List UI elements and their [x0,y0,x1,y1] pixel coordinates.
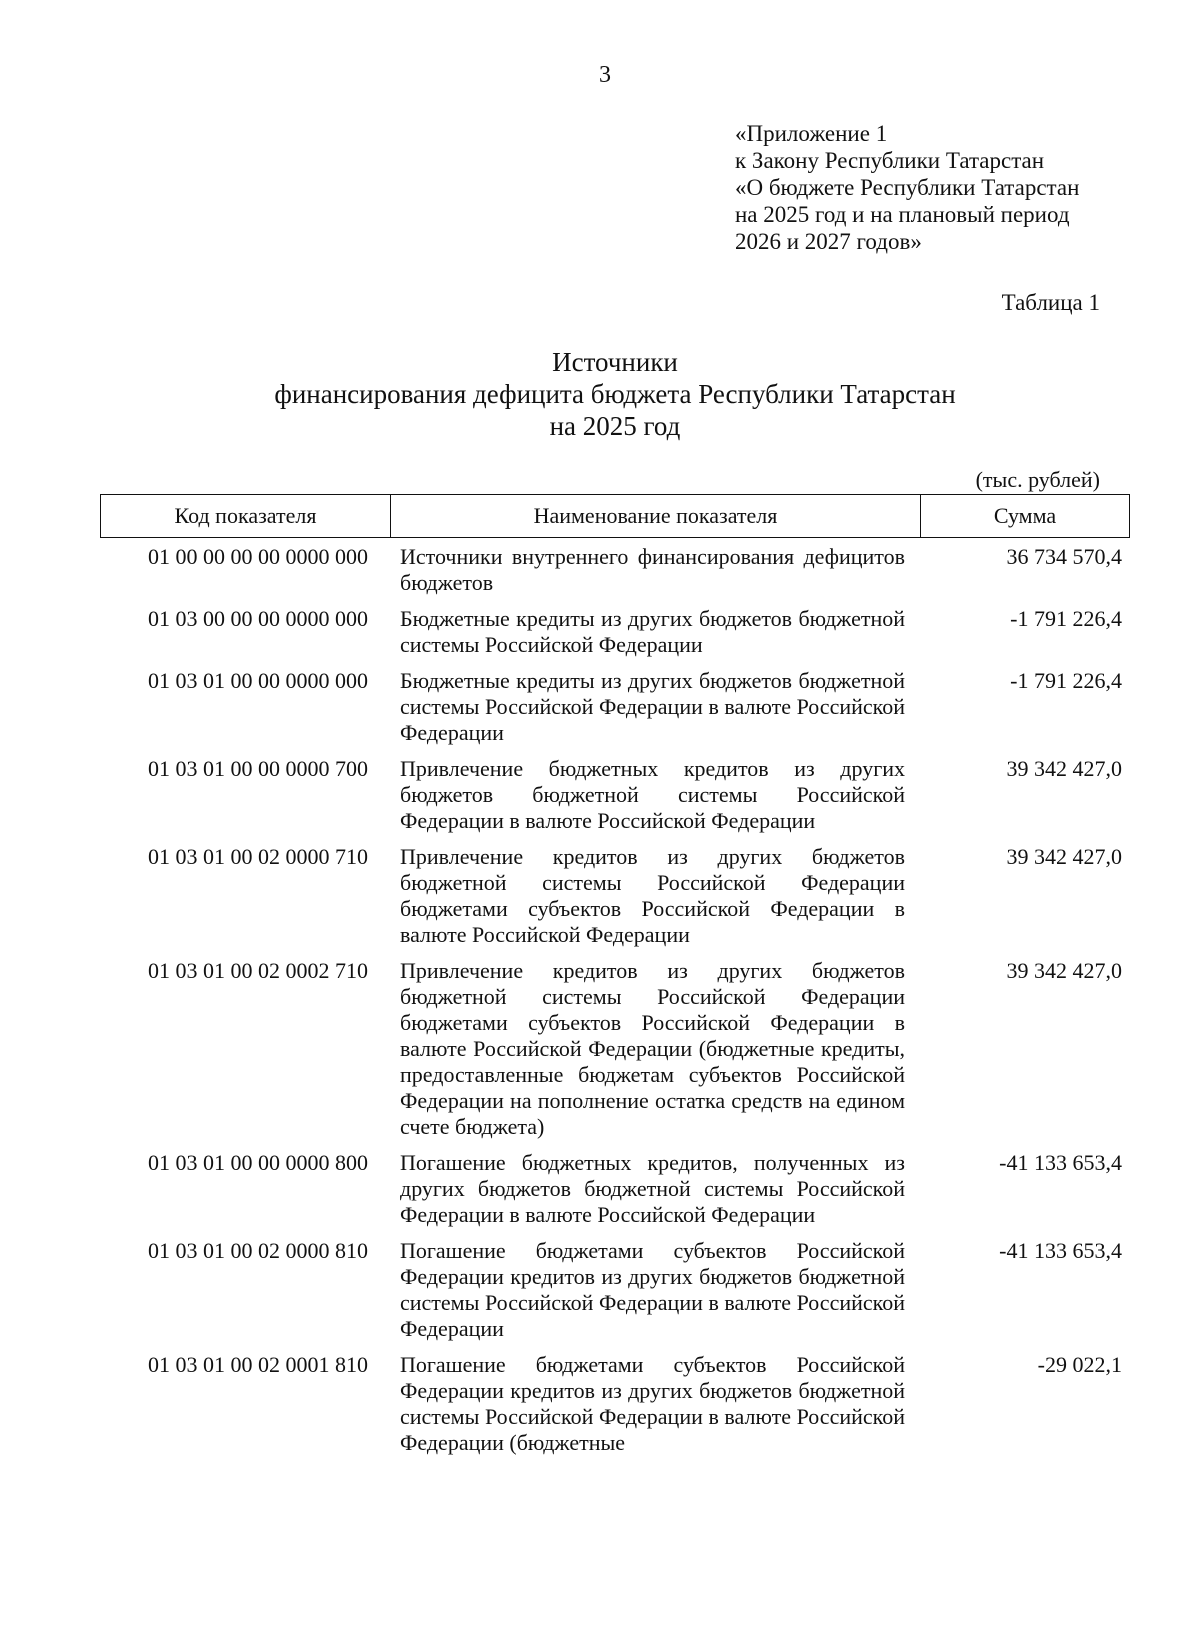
appendix-line: к Закону Республики Татарстан [735,148,1045,173]
table-label: Таблица 1 [1001,290,1100,315]
row-code: 01 03 01 00 02 0001 810 [148,1352,368,1377]
row-sum: 39 342 427,0 [1006,756,1122,781]
appendix-line: «О бюджете Республики Татарстан [735,175,1080,200]
row-code: 01 00 00 00 00 0000 000 [148,544,368,569]
document-title [0,346,1200,442]
row-sum: -41 133 653,4 [999,1238,1122,1263]
row-name: Погашение бюджетами субъектов Российской Федерации кредитов из других бюджетов бюджетной системы Российской Федерации в валюте Российской Федерации (бюджетные [400,1352,905,1455]
row-code: 01 03 01 00 02 0000 810 [148,1238,368,1263]
header-name: Наименование показателя [391,495,921,537]
units-label: (тыс. рублей) [975,467,1100,492]
row-code: 01 03 00 00 00 0000 000 [148,606,368,631]
row-sum: 39 342 427,0 [1006,958,1122,983]
table-row [100,958,1130,1140]
row-sum: -41 133 653,4 [999,1150,1122,1175]
row-code: 01 03 01 00 02 0000 710 [148,844,368,869]
row-sum: 39 342 427,0 [1006,844,1122,869]
appendix-note [735,120,1079,255]
row-name: Бюджетные кредиты из других бюджетов бюджетной системы Российской Федерации [400,606,905,657]
table-row [100,544,1130,596]
page-number: 3 [599,62,611,88]
table-row [100,1352,1130,1456]
row-name: Привлечение бюджетных кредитов из других бюджетов бюджетной системы Российской Федерации в валюте Российской Федерации [400,756,905,833]
row-name: Источники внутреннего финансирования дефицитов бюджетов [400,544,905,595]
row-sum: 36 734 570,4 [1006,544,1122,569]
appendix-line: 2026 и 2027 годов» [735,229,922,254]
appendix-line: на 2025 год и на плановый период [735,202,1070,227]
header-code: Код показателя [101,495,391,537]
row-code: 01 03 01 00 00 0000 800 [148,1150,368,1175]
row-code: 01 03 01 00 00 0000 700 [148,756,368,781]
table-body [100,544,1130,1456]
row-name: Привлечение кредитов из других бюджетов бюджетной системы Российской Федерации бюджетами субъектов Российской Федерации в валюте Российской Федерации (бюджетные кредиты, предоставленные бюджетам субъектов Российской Федерации на пополнение остатка средств на едином счете бюджета) [400,958,905,1139]
title-line: Источники [552,347,678,377]
row-code: 01 03 01 00 02 0002 710 [148,958,368,983]
table-row [100,844,1130,948]
row-sum: -1 791 226,4 [1010,606,1122,631]
row-name: Привлечение кредитов из других бюджетов бюджетной системы Российской Федерации бюджетами субъектов Российской Федерации в валюте Российской Федерации [400,844,905,947]
row-name: Бюджетные кредиты из других бюджетов бюджетной системы Российской Федерации в валюте Российской Федерации [400,668,905,745]
appendix-line: «Приложение 1 [735,121,888,146]
table-header [100,494,1130,538]
row-name: Погашение бюджетных кредитов, полученных из других бюджетов бюджетной системы Российской Федерации в валюте Российской Федерации [400,1150,905,1227]
table-row [100,606,1130,658]
table-row [100,756,1130,834]
row-sum: -29 022,1 [1037,1352,1122,1377]
header-sum: Сумма [993,503,1057,528]
row-sum: -1 791 226,4 [1010,668,1122,693]
table-row [100,668,1130,746]
table-row [100,1150,1130,1228]
row-name: Погашение бюджетами субъектов Российской Федерации кредитов из других бюджетов бюджетной системы Российской Федерации в валюте Российской Федерации [400,1238,905,1341]
table-row [100,1238,1130,1342]
row-code: 01 03 01 00 00 0000 000 [148,668,368,693]
title-line: финансирования дефицита бюджета Республики Татарстан [274,379,956,409]
title-line: на 2025 год [549,411,681,441]
